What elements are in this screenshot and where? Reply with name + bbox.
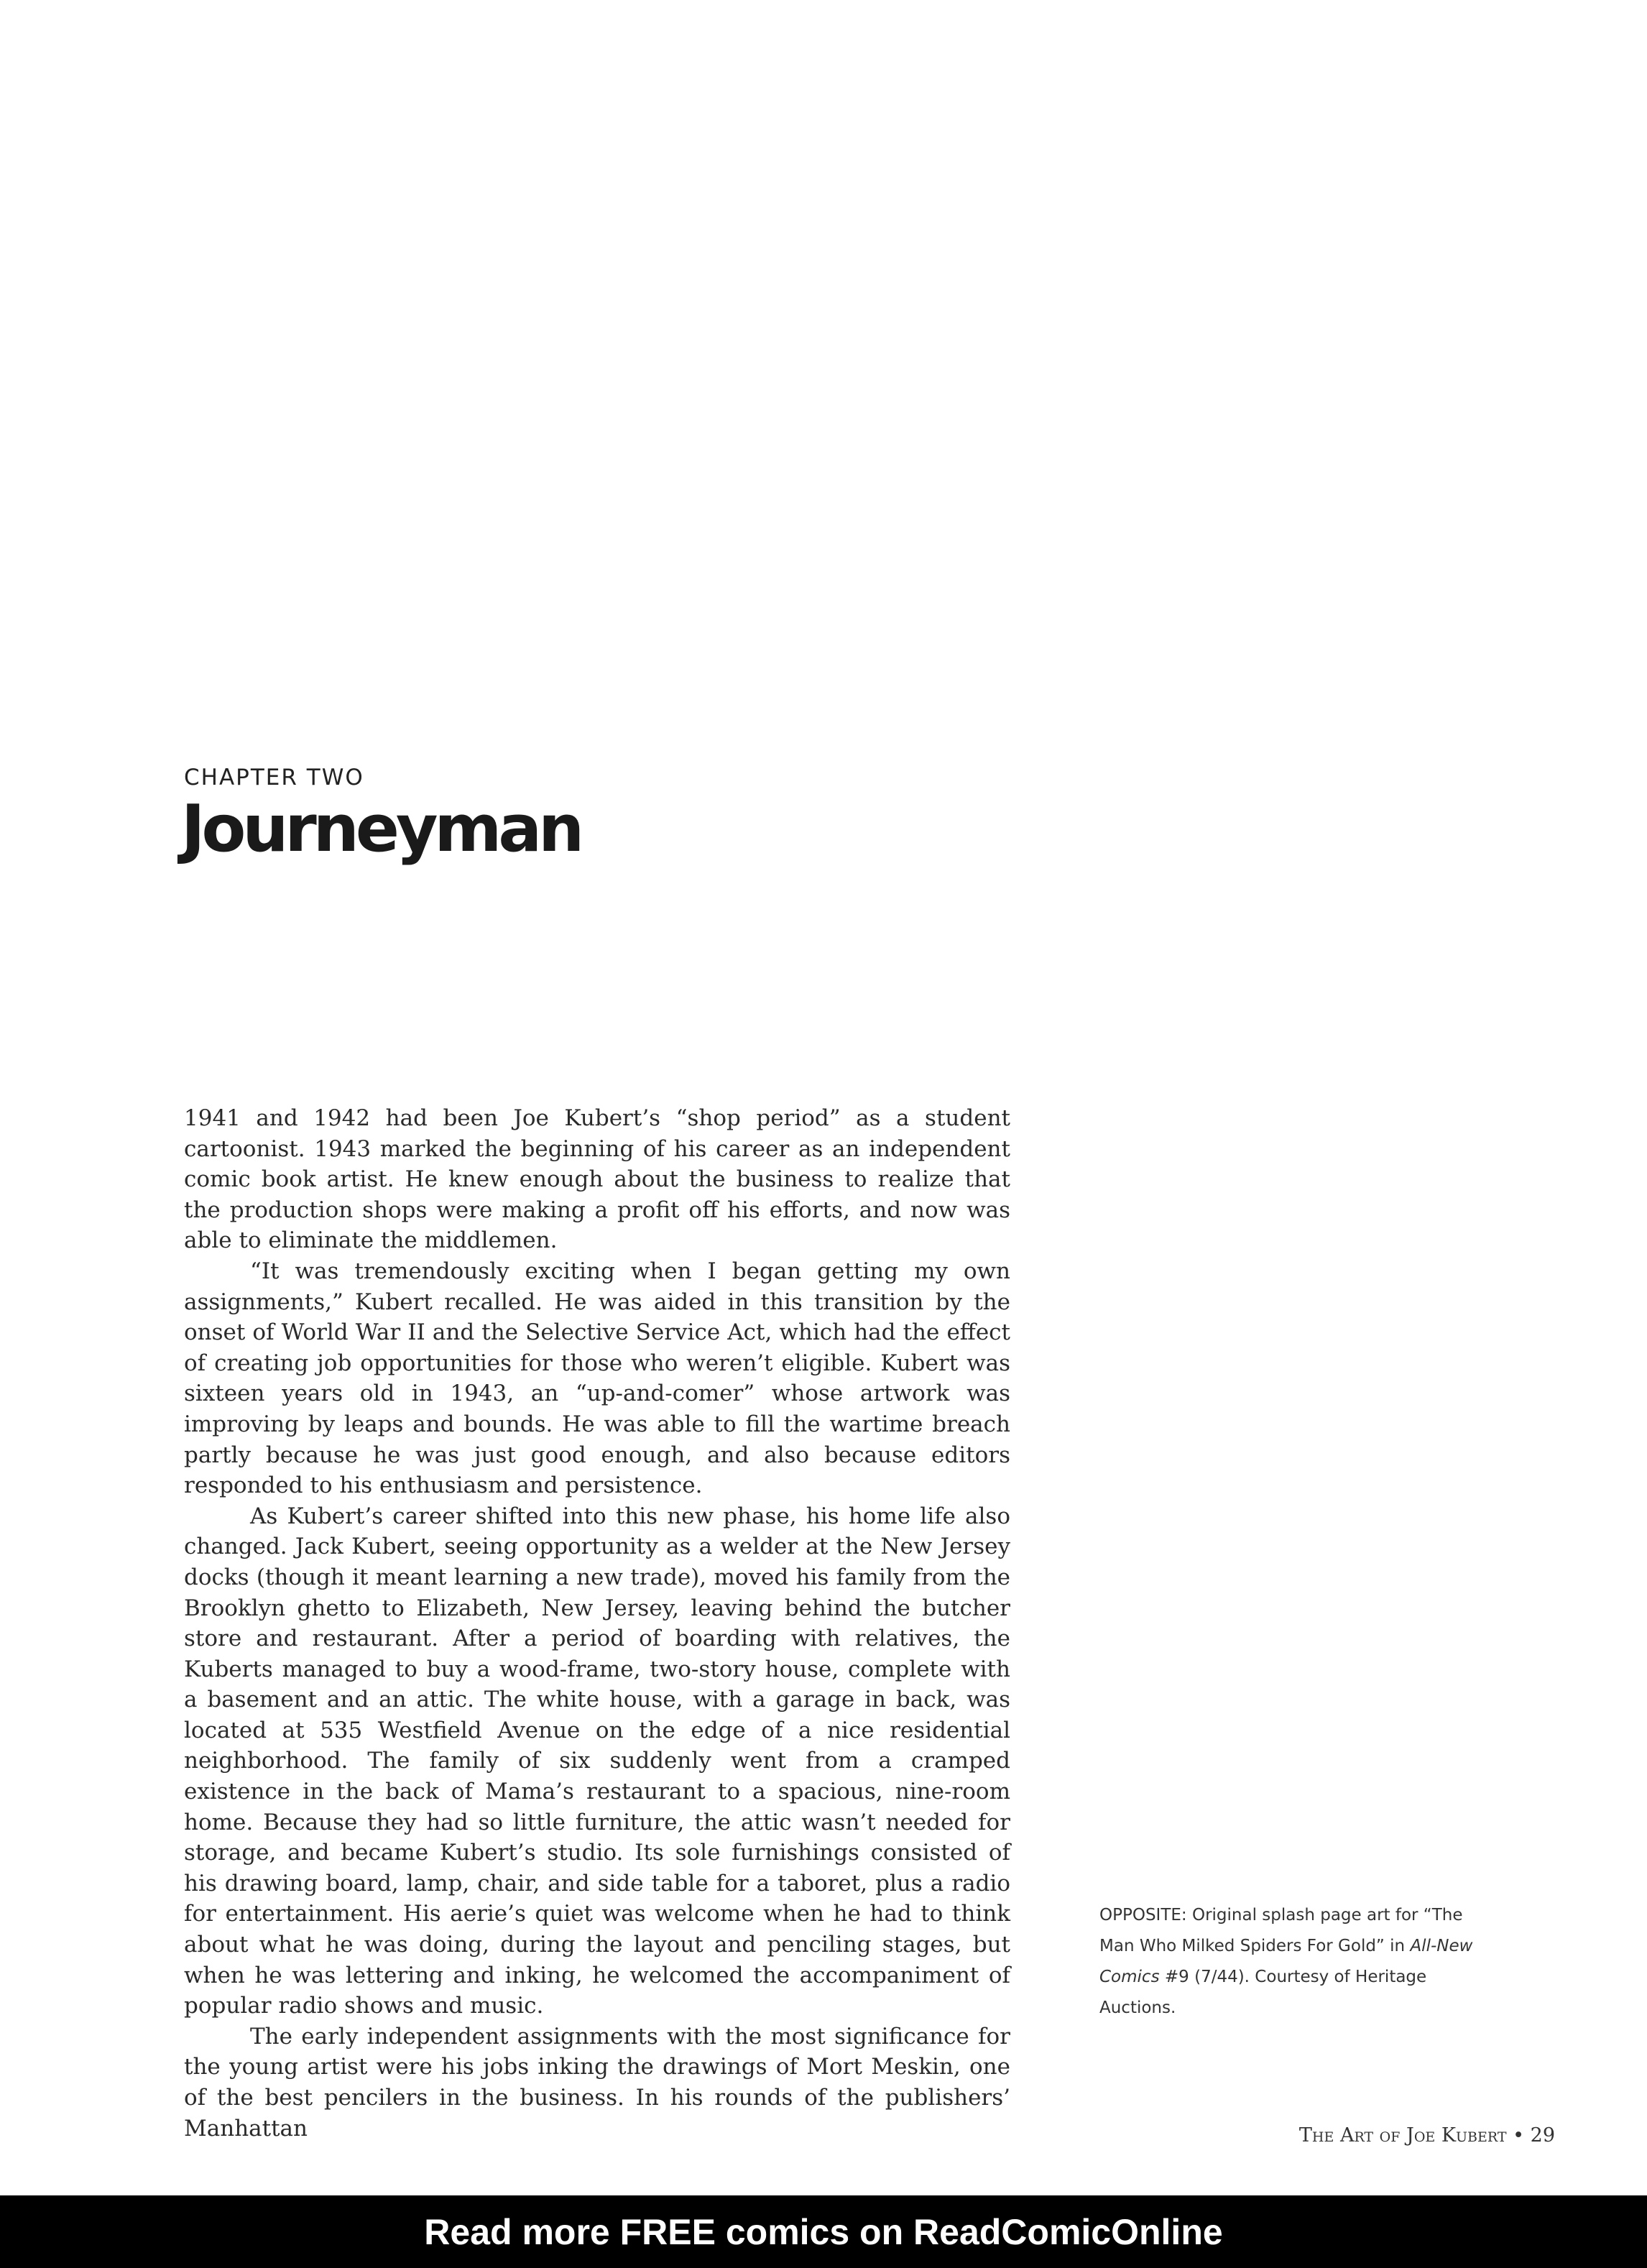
paragraph-2: “It was tremendously exciting when I began getting my own assignments,” Kubert recalled. He was aided in this transition by the onset of World War II and the Selective Service Act, which had the effect of creating job opportunities for those who weren’t eligible. Kubert was sixteen years old in 1943, an “up-and-comer” whose artwork was improving by leaps and bounds. He was able to fill the wartime breach partly because he was just good enough, and also because editors responded to his enthusiasm and persistence. (184, 1258, 1010, 1499)
caption-credit: #9 (7/44). Courtesy of Heritage Auctions. (1099, 1968, 1427, 2017)
paragraph-3: As Kubert’s career shifted into this new phase, his home life also changed. Jack Kubert, seeing opportunity as a welder at the New Jersey docks (though it meant learning a new trade), moved his family from the Brooklyn ghetto to Elizabeth, New Jersey, leaving behind the butcher store and restaurant. After a period of boarding with relatives, the Kuberts managed to buy a wood-frame, two-story house, complete with a basement and an attic. The white house, with a garage in back, was located at 535 Westfield Avenue on the edge of a nice residential neighborhood. The family of six suddenly went from a cramped existence in the back of Mama’s restaurant to a spacious, nine-room home. Because they had so little furniture, the attic wasn’t needed for storage, and became Kubert’s studio. Its sole furnishings consisted of his drawing board, lamp, chair, and side table for a taboret, plus a radio for entertainment. His aerie’s quiet was welcome when he had to think about what he was doing, during the layout and penciling stages, but when he was lettering and inking, he welcomed the accompaniment of popular radio shows and music. (184, 1503, 1010, 2019)
paragraph-4: The early independent assignments with the most significance for the young artist were his jobs inking the drawings of Mort Meskin, one of the best pencilers in the business. In his rounds of the publishers’ Manhattan (184, 2023, 1010, 2142)
caption-text: OPPOSITE: Original splash page art for “The Man Who Milked Spiders For Gold” in (1099, 1906, 1463, 1955)
image-caption (1099, 1900, 1473, 2024)
promo-banner-text[interactable]: Read more FREE comics on ReadComicOnline (424, 2211, 1223, 2252)
chapter-title: Journeyman (181, 791, 581, 867)
body-text (184, 1103, 1010, 2144)
footer-book-title: The Art of Joe Kubert (1298, 2124, 1507, 2147)
chapter-label: CHAPTER TWO (184, 765, 364, 790)
page-number: 29 (1530, 2124, 1555, 2147)
running-footer (1299, 2124, 1555, 2147)
paragraph-1: 1941 and 1942 had been Joe Kubert’s “shop period” as a student cartoonist. 1943 marked the beginning of his career as an independent comic book artist. He knew enough about the business to realize that the production shops were making a profit off his efforts, and now was able to eliminate the middlemen. (184, 1105, 1010, 1254)
footer-separator: • (1506, 2124, 1531, 2147)
caption-comic-title: All-New Comics (1099, 1937, 1473, 1986)
promo-banner[interactable] (0, 2195, 1647, 2268)
